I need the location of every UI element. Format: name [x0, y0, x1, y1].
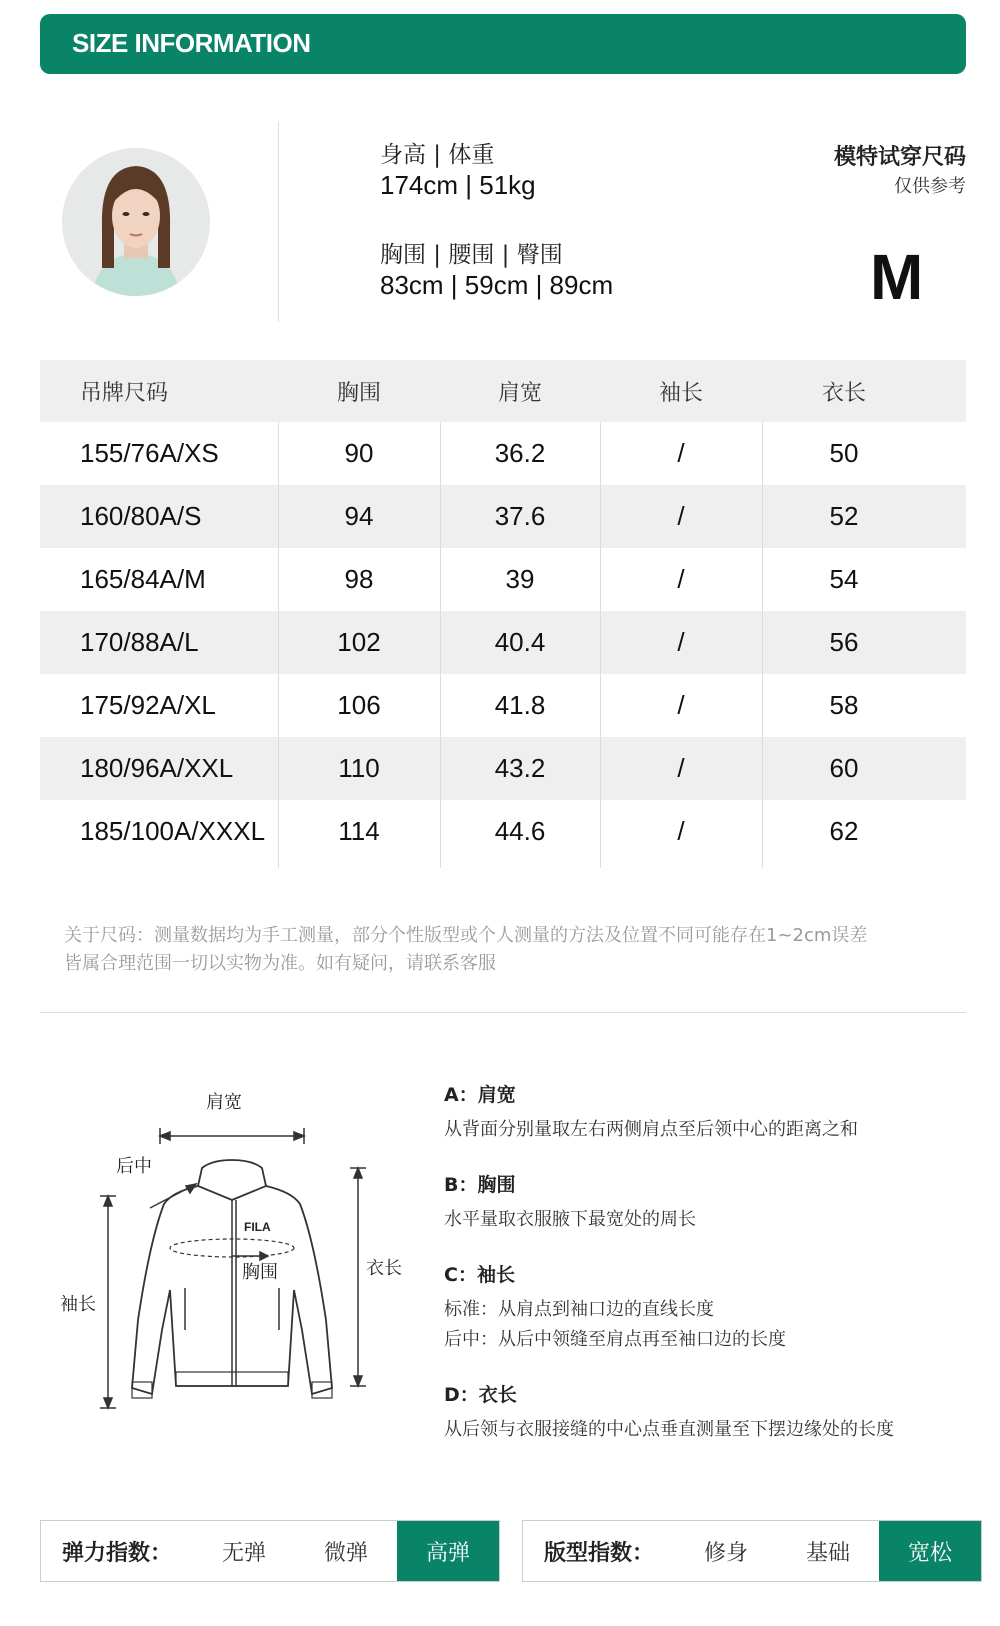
table-cell: 94: [344, 501, 374, 531]
table-cell: 185/100A/XXXL: [80, 816, 266, 846]
height-weight-value: 174cm | 51kg: [380, 170, 536, 200]
table-cell: 160/80A/S: [80, 501, 202, 531]
table-cell: 44.6: [494, 816, 546, 846]
page-title: SIZE INFORMATION: [72, 28, 311, 58]
column-divider: [600, 422, 601, 868]
height-weight-label: 身高 | 体重: [380, 142, 495, 168]
diagram-label-back-center: 后中: [116, 1156, 152, 1177]
table-header: [40, 360, 966, 422]
header-cell: 胸围: [336, 380, 381, 406]
fit-option: 修身: [703, 1540, 748, 1566]
desc-text: 标准：从肩点到袖口边的直线长度: [444, 1299, 714, 1320]
table-cell: /: [677, 753, 685, 783]
table-cell: 62: [829, 816, 859, 846]
table-cell: 110: [338, 753, 380, 783]
table-row: [40, 485, 966, 548]
header-cell: 肩宽: [497, 380, 542, 406]
model-size-subtitle: 仅供参考: [894, 176, 966, 197]
diagram-label-length: 衣长: [366, 1258, 402, 1279]
column-divider: [762, 422, 763, 868]
size-table: [40, 360, 966, 863]
table-cell: /: [677, 501, 685, 531]
section-divider: [40, 1012, 966, 1013]
table-cell: /: [677, 438, 685, 468]
elasticity-option: 无弹: [221, 1540, 266, 1566]
desc-text: 从背面分别量取左右两侧肩点至后领中心的距离之和: [444, 1119, 858, 1140]
header-cell: 衣长: [821, 380, 866, 406]
table-cell: 40.4: [494, 627, 546, 657]
elasticity-option: 微弹: [323, 1540, 368, 1566]
table-cell: 155/76A/XS: [80, 438, 219, 468]
table-cell: 114: [338, 816, 380, 846]
desc-title: D：衣长: [444, 1384, 517, 1406]
table-row: [40, 422, 966, 485]
header-cell: 吊牌尺码: [80, 380, 169, 406]
model-avatar: [62, 148, 210, 296]
model-size-title: 模特试穿尺码: [833, 145, 966, 170]
note-line: 皆属合理范围一切以实物为准。如有疑问，请联系客服: [64, 953, 496, 974]
table-cell: 54: [829, 564, 859, 594]
desc-text: 水平量取衣服腋下最宽处的周长: [444, 1209, 696, 1230]
fit-index: [522, 1520, 982, 1582]
measurements-value: 83cm | 59cm | 89cm: [380, 270, 614, 300]
fit-option: 基础: [805, 1540, 850, 1566]
desc-chest: [444, 1170, 696, 1235]
model-size: M: [870, 241, 924, 313]
header-banner: [40, 14, 966, 74]
table-cell: 43.2: [494, 753, 546, 783]
desc-text: 后中：从后中领缝至肩点再至袖口边的长度: [444, 1329, 786, 1350]
table-row: [40, 800, 966, 863]
table-cell: 90: [344, 438, 374, 468]
desc-shoulder: [444, 1080, 858, 1145]
desc-title: A：肩宽: [444, 1084, 516, 1106]
diagram-label-sleeve: 袖长: [60, 1294, 96, 1315]
table-row: [40, 611, 966, 674]
table-row: [40, 737, 966, 800]
divider: [278, 122, 279, 322]
diagram-label-shoulder: 肩宽: [206, 1092, 242, 1113]
table-cell: 39: [505, 564, 535, 594]
desc-title: C：袖长: [444, 1264, 515, 1286]
jacket-diagram: [52, 1090, 422, 1430]
table-cell: 36.2: [494, 438, 546, 468]
table-cell: 41.8: [494, 690, 546, 720]
table-cell: 180/96A/XXL: [80, 753, 234, 783]
table-cell: 37.6: [494, 501, 546, 531]
table-cell: 98: [344, 564, 374, 594]
table-cell: /: [677, 564, 685, 594]
fit-option-selected: 宽松: [879, 1521, 981, 1581]
note-line: 关于尺码：测量数据均为手工测量，部分个性版型或个人测量的方法及位置不同可能存在1~2cm误差: [64, 925, 868, 946]
elasticity-label: 弹力指数：: [61, 1540, 172, 1566]
size-note: [64, 922, 964, 978]
desc-title: B：胸围: [444, 1174, 516, 1196]
table-cell: 106: [337, 690, 381, 720]
table-cell: 52: [829, 501, 859, 531]
elasticity-index: [40, 1520, 500, 1582]
desc-text: 从后领与衣服接缝的中心点垂直测量至下摆边缘处的长度: [444, 1419, 894, 1440]
table-cell: 175/92A/XL: [80, 690, 216, 720]
table-cell: 50: [829, 438, 859, 468]
fit-label: 版型指数：: [543, 1540, 654, 1566]
table-cell: /: [677, 816, 685, 846]
desc-length: [444, 1380, 894, 1445]
table-cell: 165/84A/M: [80, 564, 206, 594]
table-cell: 102: [337, 627, 381, 657]
table-cell: 170/88A/L: [80, 627, 199, 657]
table-row: [40, 674, 966, 737]
table-cell: /: [677, 690, 685, 720]
table-row: [40, 548, 966, 611]
header-cell: 袖长: [658, 380, 703, 406]
desc-sleeve: [444, 1260, 786, 1355]
brand-logo: FILA: [244, 1220, 271, 1234]
diagram-label-chest: 胸围: [242, 1262, 278, 1283]
table-cell: 58: [829, 690, 859, 720]
table-cell: 56: [829, 627, 859, 657]
measurements-label: 胸围 | 腰围 | 臀围: [380, 242, 563, 268]
column-divider: [440, 422, 441, 868]
table-cell: 60: [829, 753, 859, 783]
elasticity-option-selected: 高弹: [397, 1521, 499, 1581]
column-divider: [278, 422, 279, 868]
table-cell: /: [677, 627, 685, 657]
